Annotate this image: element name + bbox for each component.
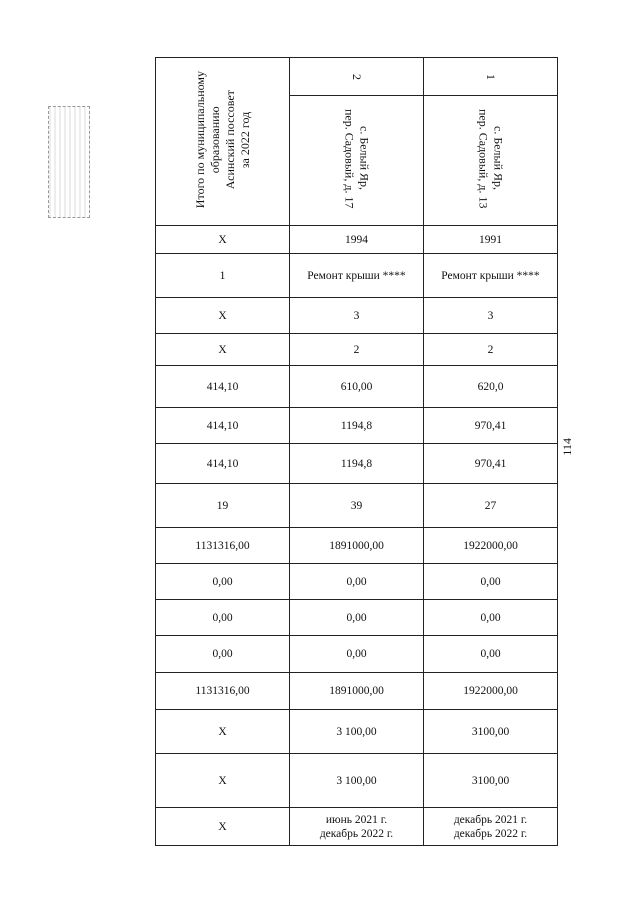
column-2-number-cell xyxy=(290,58,424,96)
table-row xyxy=(156,528,558,564)
column-1-number-cell xyxy=(424,58,558,96)
column-1-cell: 2 xyxy=(424,334,558,366)
column-1-cell: 27 xyxy=(424,484,558,528)
column-1-number: 1 xyxy=(484,73,498,80)
document-table xyxy=(155,57,558,846)
column-2-cell: Ремонт крыши **** xyxy=(290,254,424,298)
total-cell: 0,00 xyxy=(156,600,290,636)
total-cell: 414,10 xyxy=(156,408,290,444)
total-cell: 414,10 xyxy=(156,366,290,408)
total-cell: Х xyxy=(156,808,290,846)
column-1-cell: 1922000,00 xyxy=(424,673,558,710)
total-cell: Х xyxy=(156,298,290,334)
column-2-cell: 1891000,00 xyxy=(290,673,424,710)
column-1-cell: 0,00 xyxy=(424,564,558,600)
column-1-cell: 620,0 xyxy=(424,366,558,408)
table-row xyxy=(156,366,558,408)
column-2-cell: 3 100,00 xyxy=(290,710,424,754)
total-cell: 1 xyxy=(156,254,290,298)
column-2-cell: 39 xyxy=(290,484,424,528)
table-row xyxy=(156,808,558,846)
column-1-address: с. Белый Яр, пер. Садовый, д. 13 xyxy=(476,108,506,209)
column-1-cell: 1922000,00 xyxy=(424,528,558,564)
table-row xyxy=(156,298,558,334)
column-2-cell: 1891000,00 xyxy=(290,528,424,564)
table-row xyxy=(156,754,558,808)
column-2-cell: 0,00 xyxy=(290,636,424,673)
column-2-cell: 1194,8 xyxy=(290,408,424,444)
table-row xyxy=(156,636,558,673)
column-2-number: 2 xyxy=(350,73,364,80)
column-1-cell: Ремонт крыши **** xyxy=(424,254,558,298)
column-2-cell: 610,00 xyxy=(290,366,424,408)
column-1-cell: 3 xyxy=(424,298,558,334)
column-2-cell: июнь 2021 г. декабрь 2022 г. xyxy=(290,808,424,846)
total-cell: Х xyxy=(156,334,290,366)
column-2-cell: 0,00 xyxy=(290,600,424,636)
column-1-address-cell xyxy=(424,96,558,226)
table-row xyxy=(156,484,558,528)
column-1-cell: декабрь 2021 г. декабрь 2022 г. xyxy=(424,808,558,846)
column-2-cell: 3 xyxy=(290,298,424,334)
column-2-cell: 3 100,00 xyxy=(290,754,424,808)
column-2-cell: 1194,8 xyxy=(290,444,424,484)
stamp-mark xyxy=(48,106,90,218)
total-cell: 0,00 xyxy=(156,636,290,673)
page-number: 114 xyxy=(560,438,574,456)
total-header-label: Итого по муниципальному образованию Асинский поссовет за 2022 год xyxy=(192,70,252,209)
total-cell: 414,10 xyxy=(156,444,290,484)
column-1-cell: 3100,00 xyxy=(424,710,558,754)
total-cell: 0,00 xyxy=(156,564,290,600)
column-1-cell: 970,41 xyxy=(424,408,558,444)
header-number-row xyxy=(156,58,558,96)
column-2-address-cell xyxy=(290,96,424,226)
table-row xyxy=(156,673,558,710)
total-cell: 19 xyxy=(156,484,290,528)
table-row xyxy=(156,254,558,298)
table-row xyxy=(156,600,558,636)
column-2-cell: 1994 xyxy=(290,226,424,254)
column-1-cell: 3100,00 xyxy=(424,754,558,808)
column-2-cell: 2 xyxy=(290,334,424,366)
column-2-address: с. Белый Яр, пер. Садовый, д. 17 xyxy=(342,108,372,209)
table-body xyxy=(156,226,558,846)
total-cell: 1131316,00 xyxy=(156,528,290,564)
table-row xyxy=(156,710,558,754)
total-header-cell xyxy=(156,58,290,226)
table-row xyxy=(156,408,558,444)
column-1-cell: 0,00 xyxy=(424,600,558,636)
column-1-cell: 0,00 xyxy=(424,636,558,673)
total-cell: 1131316,00 xyxy=(156,673,290,710)
total-cell: Х xyxy=(156,754,290,808)
table-row xyxy=(156,444,558,484)
column-1-cell: 1991 xyxy=(424,226,558,254)
total-cell: Х xyxy=(156,710,290,754)
column-2-cell: 0,00 xyxy=(290,564,424,600)
total-cell: Х xyxy=(156,226,290,254)
table-row xyxy=(156,564,558,600)
table-row xyxy=(156,226,558,254)
column-1-cell: 970,41 xyxy=(424,444,558,484)
table-row xyxy=(156,334,558,366)
